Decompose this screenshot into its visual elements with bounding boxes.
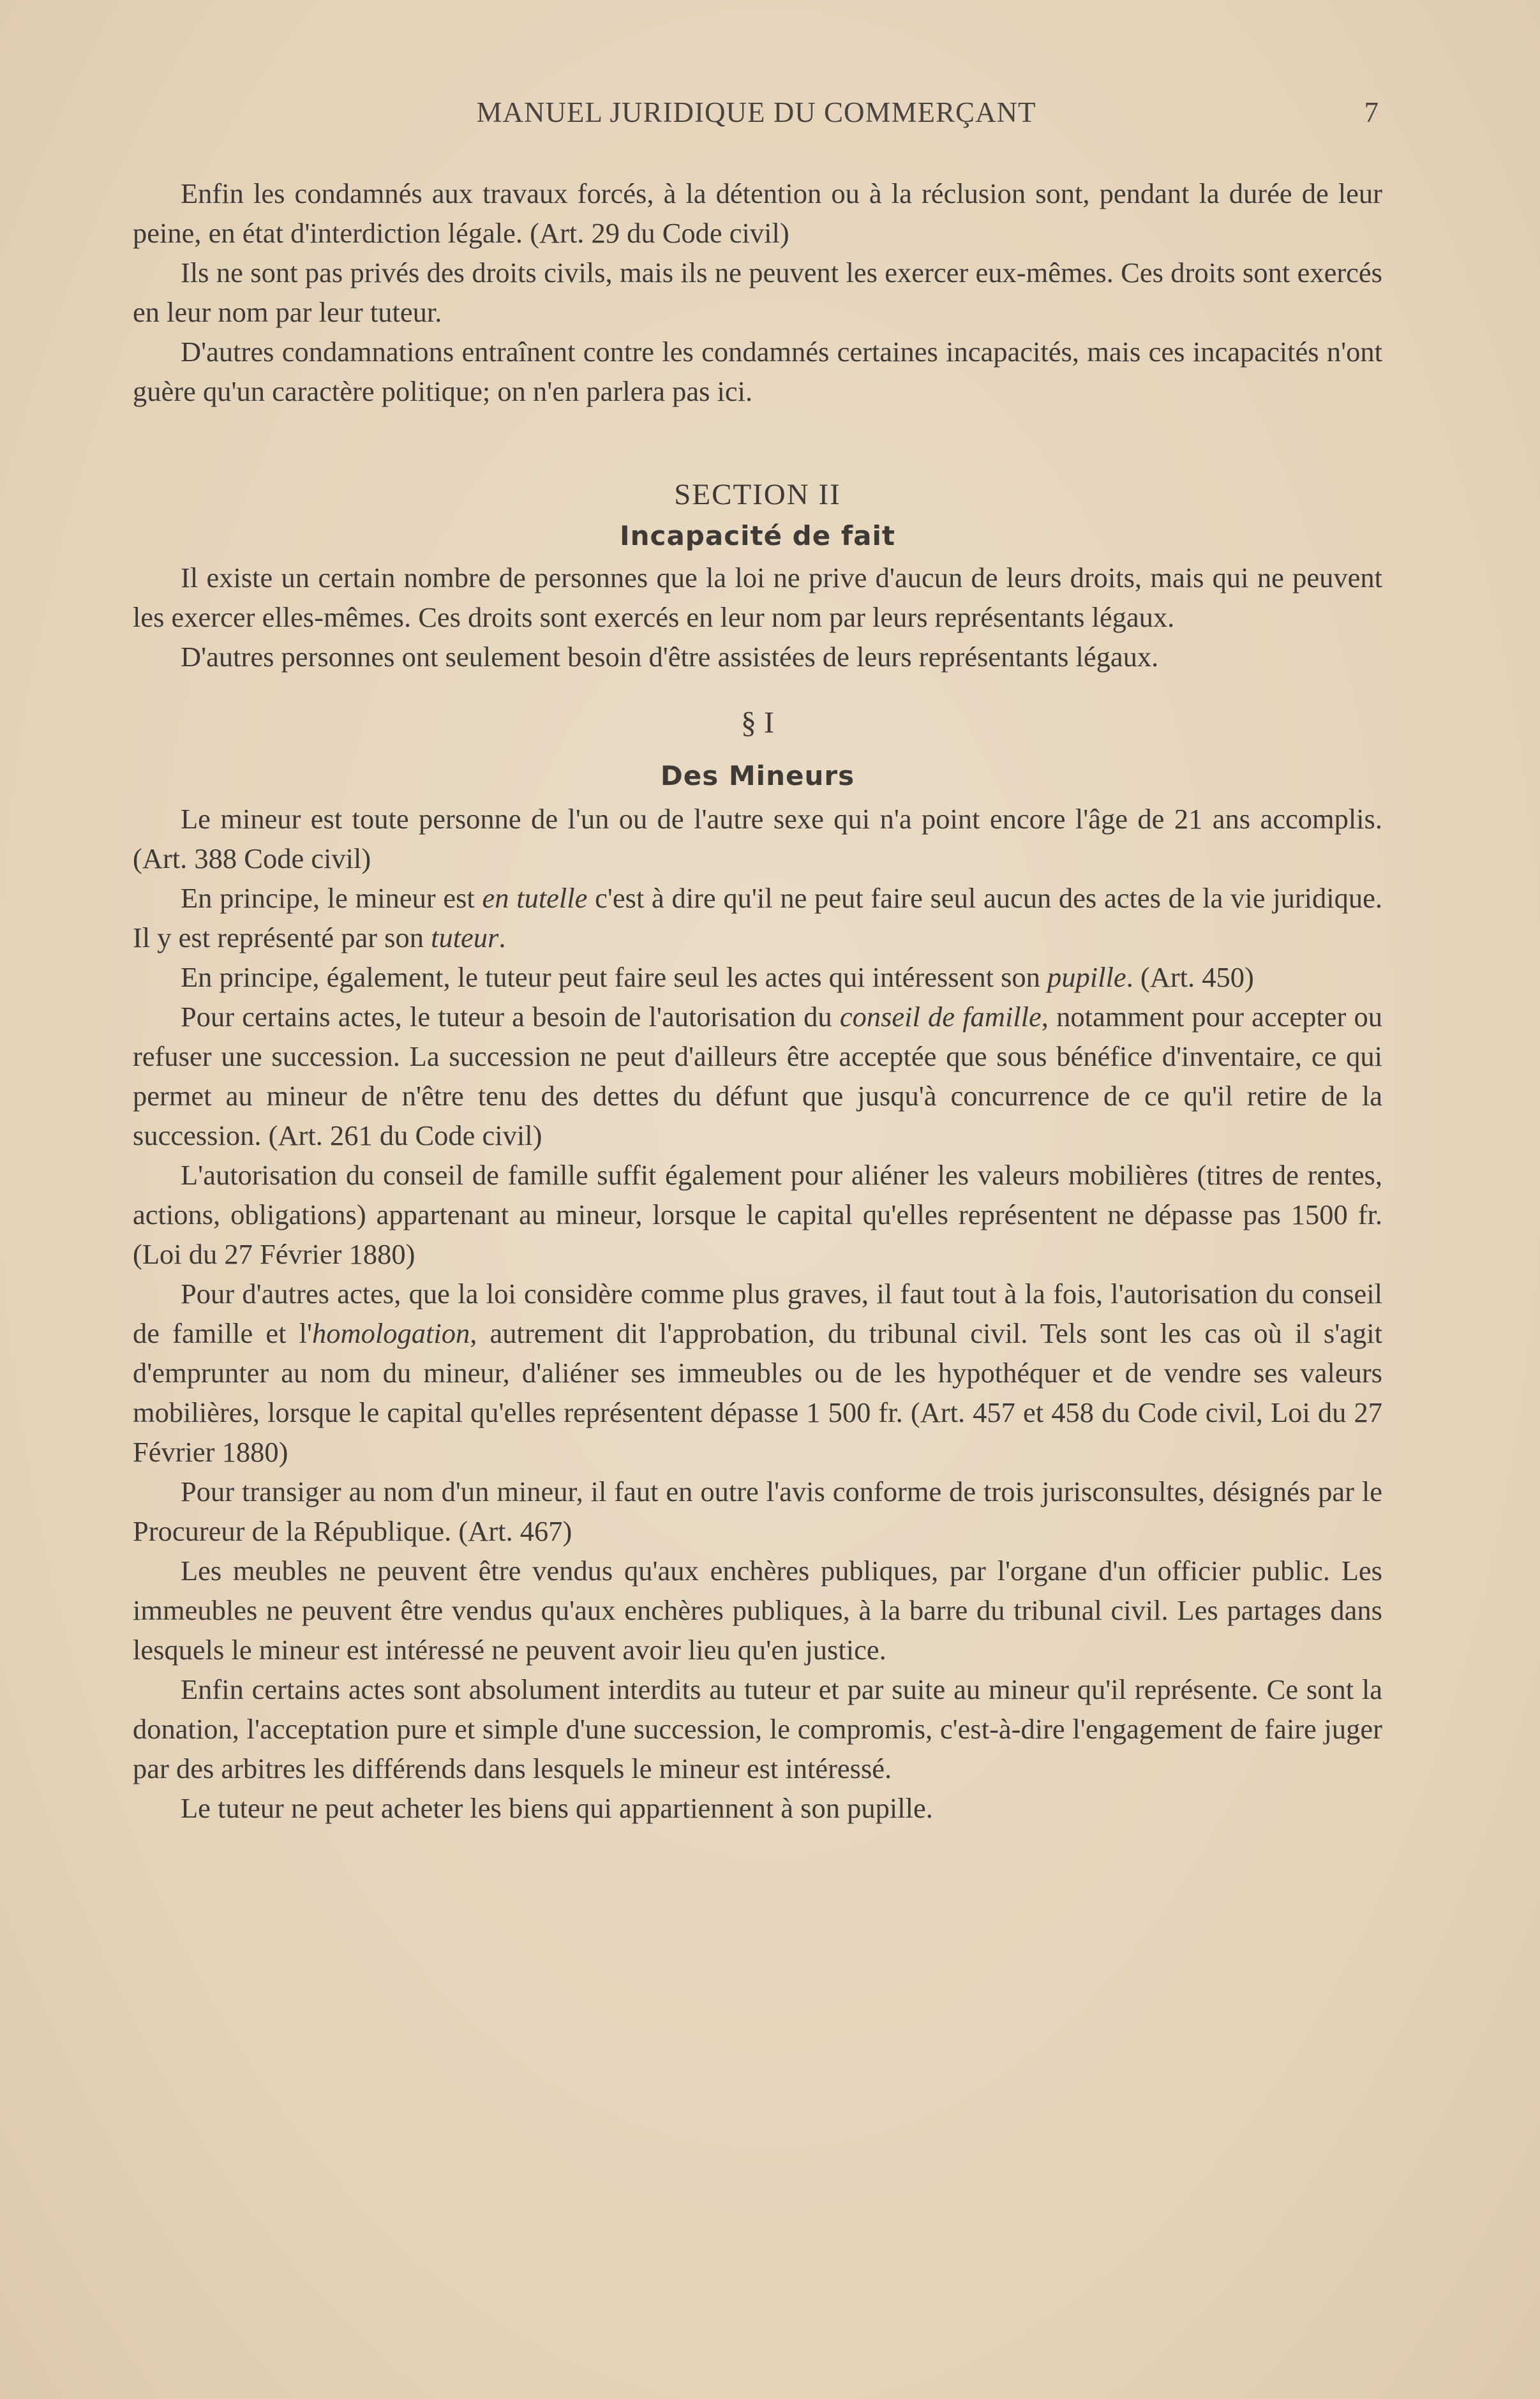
section-paragraph-1: Il existe un certain nombre de personnes que la loi ne prive d'aucun de leurs droits, mais qui ne peuvent les exercer elles-mêmes. Ces droits sont exercés en leur nom par leurs représentants légaux. bbox=[133, 562, 1382, 633]
text-run: En principe, également, le tuteur peut faire seul les actes qui intéressent son bbox=[181, 961, 1048, 993]
text-run: , autrement dit l'approbation, du tribunal civil. Tels sont les cas où il s'agit d'emprunter au nom du mineur, d'aliéner ses immeubles ou de les hypothéquer et de vendre ses valeurs mobilières, lorsque le capital qu'elles représentent dépasse 1 500 fr. (Art. 457 et 458 du Code civil, Loi du 27 Février 1880) bbox=[133, 1317, 1382, 1468]
text-run: c'est à dire qu'il ne peut faire seul aucun des actes de la vie juridique. Il y est représenté par son bbox=[133, 882, 1382, 953]
mineurs-paragraph-1: Le mineur est toute personne de l'un ou de l'autre sexe qui n'a point encore l'âge de 21 ans accomplis. (Art. 388 Code civil) bbox=[133, 803, 1382, 874]
section-subtitle: Incapacité de fait bbox=[620, 520, 895, 551]
section-title: SECTION II bbox=[674, 478, 841, 511]
mineurs-paragraph-9: Enfin certains actes sont absolument interdits au tuteur et par suite au mineur qu'il représente. Ce sont la donation, l'acceptation pure et simple d'une succession, le compromis, c'est-à-dire l'engagement de faire juger par des arbitres les différends dans lesquels le mineur est intéressé. bbox=[133, 1673, 1382, 1784]
intro-paragraph-1: Enfin les condamnés aux travaux forcés, à la détention ou à la réclusion sont, pendant la durée de leur peine, en état d'interdiction légale. (Art. 29 du Code civil) bbox=[133, 177, 1382, 249]
paragraph-mark: § I bbox=[741, 706, 774, 740]
mineurs-paragraph-4 bbox=[133, 997, 1382, 1155]
section-paragraph-2: D'autres personnes ont seulement besoin d'être assistées de leurs représentants légaux. bbox=[181, 641, 1159, 673]
mineurs-paragraph-3 bbox=[133, 957, 1382, 997]
text-run: . (Art. 450) bbox=[1126, 961, 1254, 993]
page-number: 7 bbox=[1364, 96, 1379, 128]
text-run: En principe, le mineur est bbox=[181, 882, 482, 914]
text-run: Pour certains actes, le tuteur a besoin de l'autorisation du bbox=[181, 1001, 840, 1033]
italic-term: tuteur bbox=[431, 922, 499, 953]
text-run: . bbox=[498, 922, 506, 953]
intro-paragraph-3: D'autres condamnations entraînent contre les condamnés certaines incapacités, mais ces incapacités n'ont guère qu'un caractère politique; on n'en parlera pas ici. bbox=[133, 336, 1382, 407]
intro-paragraph-2: Ils ne sont pas privés des droits civils, mais ils ne peuvent les exercer eux-mêmes. Ces droits sont exercés en leur nom par leur tuteur. bbox=[133, 257, 1382, 328]
italic-term: en tutelle bbox=[482, 882, 588, 914]
mineurs-paragraph-10: Le tuteur ne peut acheter les biens qui appartiennent à son pupille. bbox=[181, 1792, 933, 1824]
page-header bbox=[134, 96, 1379, 134]
running-title: MANUEL JURIDIQUE DU COMMERÇANT bbox=[476, 96, 1036, 128]
mineurs-paragraph-2 bbox=[133, 878, 1382, 957]
italic-term: pupille bbox=[1047, 961, 1126, 993]
paragraph-title: Des Mineurs bbox=[660, 760, 855, 791]
mineurs-paragraph-6 bbox=[133, 1274, 1382, 1472]
italic-term: homologation bbox=[312, 1317, 470, 1349]
mineurs-paragraph-8: Les meubles ne peuvent être vendus qu'aux enchères publiques, par l'organe d'un officier public. Les immeubles ne peuvent être vendus qu'aux enchères publiques, à la barre du tribunal civil. Les partages dans lesquels le mineur est intéressé ne peuvent avoir lieu qu'en justice. bbox=[133, 1555, 1382, 1666]
italic-term: conseil de famille bbox=[839, 1001, 1042, 1033]
mineurs-paragraph-7: Pour transiger au nom d'un mineur, il faut en outre l'avis conforme de trois jurisconsultes, désignés par le Procureur de la République. (Art. 467) bbox=[133, 1476, 1382, 1547]
page-body bbox=[133, 174, 1382, 1828]
mineurs-paragraph-5: L'autorisation du conseil de famille suffit également pour aliéner les valeurs mobilières (titres de rentes, actions, obligations) appartenant au mineur, lorsque le capital qu'elles représentent ne dépasse pas 1500 fr. (Loi du 27 Février 1880) bbox=[133, 1159, 1382, 1270]
text-run: Pour d'autres actes, que la loi considère comme plus graves, il faut tout à la fois, l'autorisation du conseil de famille et l' bbox=[133, 1278, 1382, 1349]
text-run: , notamment pour accepter ou refuser une succession. La succession ne peut d'ailleurs être acceptée que sous bénéfice d'inventaire, ce qui permet au mineur de n'être tenu des dettes du défunt que jusqu'à concurrence de ce qu'il retire de la succession. (Art. 261 du Code civil) bbox=[133, 1001, 1382, 1151]
